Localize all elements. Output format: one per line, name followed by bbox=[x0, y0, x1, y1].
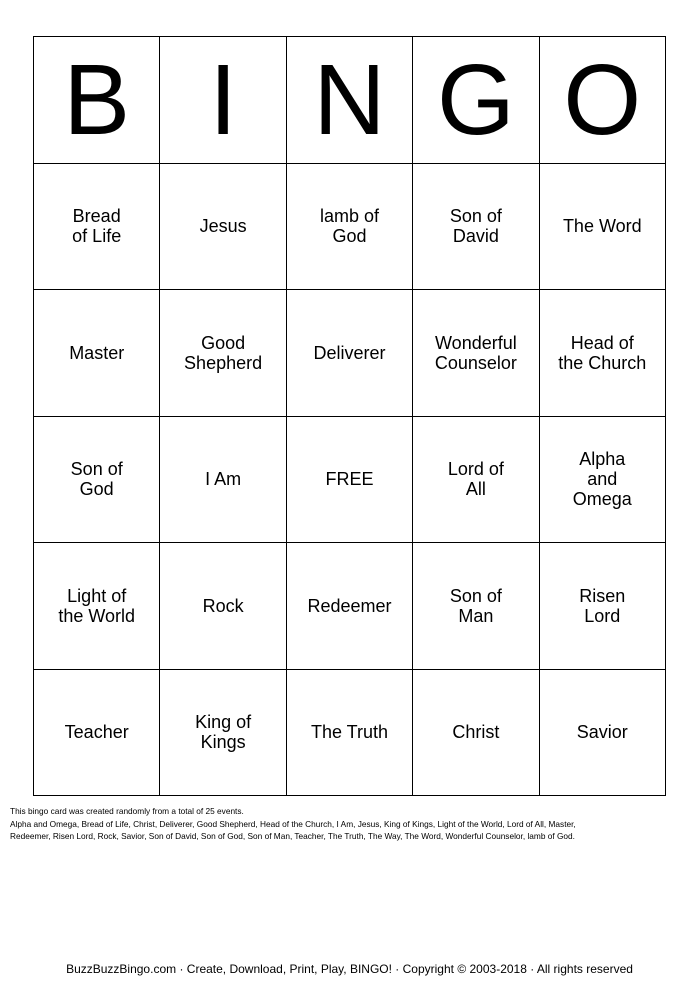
bingo-square bbox=[34, 164, 160, 291]
bingo-square bbox=[160, 670, 286, 797]
bingo-card bbox=[33, 36, 666, 796]
bingo-square bbox=[540, 164, 666, 291]
header-cell-n bbox=[287, 37, 413, 164]
header-letter-n: N bbox=[313, 43, 386, 156]
square-label: Son of Man bbox=[449, 585, 502, 626]
square-label: Good Shepherd bbox=[184, 332, 263, 373]
bingo-square bbox=[287, 543, 413, 670]
bingo-square bbox=[540, 543, 666, 670]
square-label: Lord of All bbox=[447, 459, 504, 500]
card-info-events-line: Redeemer, Risen Lord, Rock, Savior, Son of David, Son of God, Son of Man, Teacher, The Truth, The Way, The Word, Wonderful Counselor, lamb of God. bbox=[10, 831, 575, 841]
header-letter-b: B bbox=[63, 43, 131, 156]
square-label: Risen Lord bbox=[579, 585, 626, 626]
bingo-square bbox=[160, 164, 286, 291]
header-letter-i: I bbox=[209, 43, 237, 156]
bingo-square bbox=[160, 543, 286, 670]
header-cell-o bbox=[540, 37, 666, 164]
square-label: Head of the Church bbox=[558, 332, 647, 373]
header-cell-g bbox=[413, 37, 539, 164]
square-label: Son of God bbox=[70, 459, 123, 500]
bingo-square bbox=[413, 417, 539, 544]
bingo-square bbox=[34, 417, 160, 544]
square-label: Redeemer bbox=[307, 595, 392, 616]
square-label: Jesus bbox=[199, 216, 247, 237]
header-letter-o: O bbox=[563, 43, 642, 156]
bingo-square bbox=[160, 290, 286, 417]
bingo-square bbox=[540, 670, 666, 797]
square-label: Alpha and Omega bbox=[572, 449, 632, 510]
square-label: Light of the World bbox=[58, 585, 136, 626]
square-label: The Truth bbox=[310, 722, 389, 743]
bingo-square bbox=[413, 670, 539, 797]
square-label: FREE bbox=[325, 469, 374, 490]
square-label: Master bbox=[69, 342, 125, 363]
bingo-square bbox=[34, 543, 160, 670]
square-label: I Am bbox=[205, 469, 242, 490]
bingo-square bbox=[287, 290, 413, 417]
square-label: Christ bbox=[452, 722, 500, 743]
bingo-square bbox=[540, 417, 666, 544]
bingo-square bbox=[34, 290, 160, 417]
header-cell-b bbox=[34, 37, 160, 164]
square-label: The Word bbox=[562, 216, 642, 237]
square-label: Teacher bbox=[64, 722, 129, 743]
bingo-square bbox=[287, 164, 413, 291]
card-info-summary: This bingo card was created randomly from a total of 25 events. bbox=[10, 806, 244, 816]
bingo-square bbox=[413, 543, 539, 670]
header-cell-i bbox=[160, 37, 286, 164]
square-label: lamb of God bbox=[319, 206, 379, 247]
bingo-square bbox=[287, 670, 413, 797]
square-label: Deliverer bbox=[313, 342, 386, 363]
square-label: Son of David bbox=[449, 206, 502, 247]
square-label: Savior bbox=[576, 722, 628, 743]
bingo-square bbox=[160, 417, 286, 544]
bingo-square bbox=[34, 670, 160, 797]
card-info bbox=[10, 805, 690, 843]
square-label: King of Kings bbox=[195, 712, 252, 753]
footer-copyright: BuzzBuzzBingo.com · Create, Download, Print, Play, BINGO! · Copyright © 2003-2018 · All rights reserved bbox=[66, 962, 633, 976]
card-info-events-line: Alpha and Omega, Bread of Life, Christ, Deliverer, Good Shepherd, Head of the Church, I Am, Jesus, King of Kings, Light of the World, Lord of All, Master, bbox=[10, 818, 576, 829]
square-label: Rock bbox=[202, 595, 244, 616]
bingo-square bbox=[413, 164, 539, 291]
bingo-square bbox=[413, 290, 539, 417]
header-letter-g: G bbox=[436, 43, 515, 156]
square-label: Wonderful Counselor bbox=[434, 332, 517, 373]
free-square bbox=[287, 417, 413, 544]
square-label: Bread of Life bbox=[72, 206, 122, 247]
bingo-square bbox=[540, 290, 666, 417]
